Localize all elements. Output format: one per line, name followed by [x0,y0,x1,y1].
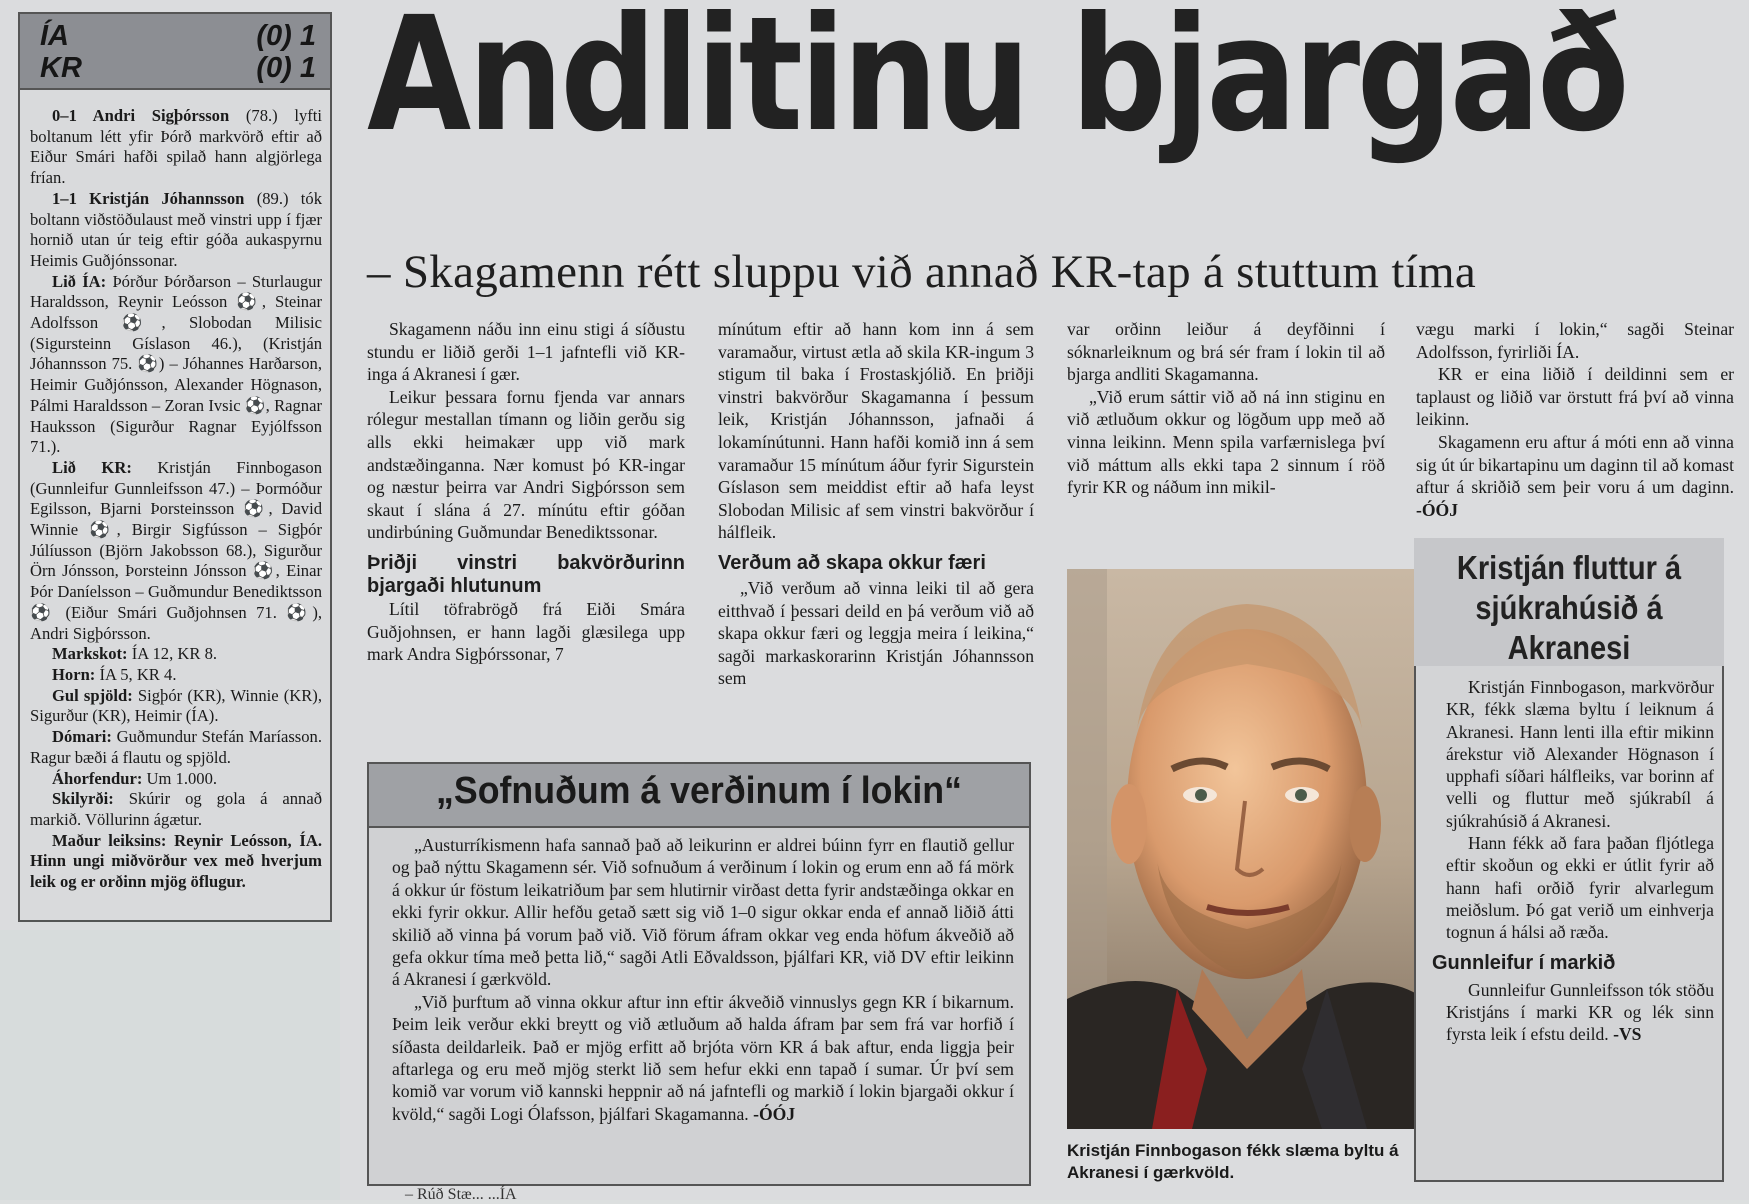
side-subheading: Gunnleifur í markið [1432,951,1616,974]
side-body [1432,676,1714,1045]
headline: Andlitinu bjargað [367,0,1627,167]
photo-caption: Kristján Finnbogason fékk slæma byltu á Akranesi í gærkvöld. [1067,1141,1399,1182]
away-team: KR [40,52,82,84]
quote-title: „Sofnuðum á verðinum í lokin“ [436,770,962,812]
quote-body [392,834,1014,1125]
col2-paragraph: „Við verðum að vinna leiki til að gera eitthvað í þessari deild en þá verðum við að skapa okkur færi og leggja meira í leikina,“ sagði markaskorarinn Kristján Jóhannsson sem [718,577,1034,689]
byline: -ÓÓJ [753,1103,796,1124]
stat-horn: Horn: ÍA 5, KR 4. [52,664,177,684]
side-paragraph: Gunnleifur Gunnleifsson tók stöðu Kristjáns í marki KR og lék sinn fyrsta leik í efstu deild. -VS [1446,979,1714,1045]
score-header [18,12,332,90]
home-score: (0) 1 [256,20,316,52]
subheadline: – Skagamenn rétt sluppu við annað KR-tap á stuttum tíma [367,246,1477,298]
man-of-match: Maður leiksins: Reynir Leósson, ÍA. Hinn ungi miðvörður vex með hverjum leik og er orðinn mjög öflugur. [30,830,322,892]
stat-referee: Dómari: Guðmundur Stefán Maríasson. Ragur bæði á flautu og spjöld. [30,727,322,767]
col2-subheading: Verðum að skapa okkur færi [718,551,986,574]
away-score: (0) 1 [256,52,316,84]
side-paragraph: Kristján Finnbogason, markvörður KR, fékk slæma byltu í leiknum á Akranesi. Hann lenti illa eftir mikinn árekstur við Alexander Högnason í upphafi síðari hálfleiks, var borinn af velli og fluttur með sjúkrabíl á sjúkrahúsið á Akranesi. [1446,677,1714,831]
col1-paragraph: Leikur þessara fornu fjenda var annars rólegur mestallan tímann og liðin gerðu sig alls ekki heimakær upp við mark andstæðinganna. Nær komust þó KR-ingar og næstur þeirra var Andri Sigþórsson sem skaut í slána á 27. mínútu eftir góðan undirbúning Guðmundar Benediktssonar. [367,386,685,543]
goal-1: 0–1 Andri Sigþórsson (78.) lyfti boltanum létt yfir Þórð markvörð eftir að Eiður Smári hafði spilað hann algjörlega frían. [30,106,322,188]
col1-subheading: Þriðji vinstri bakvörðurinn bjargaði hlutunum [367,551,685,597]
article-column-1 [367,318,685,666]
lineup-kr: Lið KR: Kristján Finnbogason (Gunnleifur Gunnleifsson 47.) – Þormóður Egilsson, Bjarni Þorsteinsson ⚽, David Winnie ⚽, Birgir Sigfússon – Sigþór Júlíusson (Björn Jakobsson 68.), Sigurður Örn Jónsson, Þorsteinn Jónsson ⚽, Einar Þór Daníelsson – Guðmundur Benediktsson ⚽ (Eiður Smári Guðjohnsen 71. ⚽), Andri Sigþórsson. [30,457,322,643]
quote-paragraph: „Við þurftum að vinna okkur aftur inn eftir ákveðið vinnuslys gegn KR í bikarnum. Þeim leik verður ekki breytt og við ætluðum að halda áfram þar sem frá var horfið í síðasta deildarleik. Það er mjög erfitt að brjóta vörn KR á bak aftur, enda liggja þeir aftarlega og eru með mjög sterkt lið sem hefur ekki enn tapað í sumar. Úr því sem komið var vorum við kannski heppnir að ná jafntefli og markið í lokin bjargaði okkur í kvöld,“ sagði Logi Ólafsson, þjálfari Skagamanna. -ÓÓJ [392,991,1014,1124]
score-line-home [40,20,316,53]
article-column-3 [1067,318,1385,499]
goal-2: 1–1 Kristján Jóhannsson (89.) tók boltann viðstöðulaust með vinstri upp í fjær hornið utan úr teig eftir góða aukaspyrnu Heimis Guðjónssonar. [30,188,322,270]
col3-paragraph: var orðinn leiður á deyfðinni í sóknarleiknum og brá sér fram í lokin til að bjarga andliti Skagamanna. [1067,319,1385,385]
col1-paragraph: Skagamenn náðu inn einu stigi á síðustu stundu er liðið gerði 1–1 jafntefli við KR-inga á Akranesi í gær. [367,319,685,385]
player-photo [1067,569,1436,1129]
article-column-4 [1416,318,1734,521]
col2-paragraph: mínútum eftir að hann kom inn á sem varamaður, virtust ætla að skila KR-ingum 3 stigum til baka í Frostaskjólið. En þriðji vinstri bakvörður Skagamanna í þessum leik, Kristján Jóhannsson, jafnaði á lokamínútunni. Hann hafði komið inn á sem varamaður 15 mínútum áður fyrir Sigurstein Gíslason sem meiddist eftir að hafa leyst Slobodan Milisic af sem vinstri bakvörður í hálfleik. [718,319,1034,543]
cut-off-text: – Rúð Stæ... ...ÍA [405,1186,517,1203]
byline: -ÓÓJ [1416,499,1459,520]
blank-area [0,930,340,1200]
article-column-2 [718,318,1034,690]
quote-paragraph: „Austurríkismenn hafa sannað það að leikurinn er aldrei búinn fyrr en flautið gellur og það nýttu Skagamenn sér. Við sofnuðum á verðinum í lokin og erum enn að fá mörk á okkur úr föstum leikatriðum þar sem hlutirnir virðast detta fyrir andstæðinga okkar en ekki fyrir okkur. Allir hefðu getað sætt sig við 1–0 sigur okkar enda ef annað liðið átti skilið að vinna þá vorum það við. Við förum áfram okkar veg enda höfum ákveðið að gefa okkur tíma með þetta lið,“ sagði Atli Eðvaldsson, þjálfari KR, við DV eftir leikinn á Akranesi í gærkvöld. [392,835,1014,990]
stat-yellow-cards: Gul spjöld: Sigþór (KR), Winnie (KR), Sigurður (KR), Heimir (ÍA). [30,685,322,726]
score-line-away [40,52,316,85]
col1-paragraph: Lítil töfrabrögð frá Eiði Smára Guðjohnsen, er hann lagði glæsilega upp mark Andra Sigþórssonar, 7 [367,598,685,665]
stat-conditions: Skilyrði: Skúrir og gola á annað markið. Völlurinn ágætur. [30,789,322,829]
portrait-image [1067,569,1436,1129]
col4-paragraph: KR er eina liðið í deildinni sem er taplaust og liðið var örstutt frá því að vinna leikinn. [1416,364,1734,430]
col3-paragraph: „Við erum sáttir við að ná inn stiginu en við ætluðum okkur og lögðum upp með að vinna leikinn. Menn spila varfærnislega því við máttum alls ekki tapa 2 sinnum í röð fyrir KR og náðum inn mikil- [1067,386,1385,498]
side-title: Kristján fluttur á sjúkrahúsið á Akranesi [1456,549,1682,666]
col4-paragraph: Skagamenn eru aftur á móti enn að vinna sig út úr bikartapinu um daginn til að komast aftur á skriðið sem þeir voru á um daginn. -ÓÓJ [1416,431,1734,520]
match-details [30,106,322,893]
col4-paragraph: vægu marki í lokin,“ sagði Steinar Adolfsson, fyrirliði ÍA. [1416,319,1734,362]
stat-markskot: Markskot: ÍA 12, KR 8. [52,644,218,664]
side-paragraph: Hann fékk að fara þaðan fljótlega eftir skoðun og ekki er útlit fyrir að hann hafi orðið fyrir alvarlegum meiðslum. Þó gat verið um einhverja tognun á hálsi að ræða. [1446,833,1714,943]
stat-attendance: Áhorfendur: Um 1.000. [52,768,218,788]
home-team: ÍA [40,20,69,52]
lineup-ia: Lið ÍA: Þórður Þórðarson – Sturlaugur Haraldsson, Reynir Leósson ⚽, Steinar Adolfsson ⚽, Slobodan Milisic (Sigursteinn Gíslason 46.), (Kristján Jóhannsson 75. ⚽) – Jóhannes Harðarson, Heimir Guðjónsson, Alexander Högnason, Pálmi Haraldsson – Zoran Ivsic ⚽, Ragnar Hauksson (Sigurður Ragnar Eyjólfsson 71.). [30,271,322,457]
byline: -VS [1613,1024,1642,1045]
